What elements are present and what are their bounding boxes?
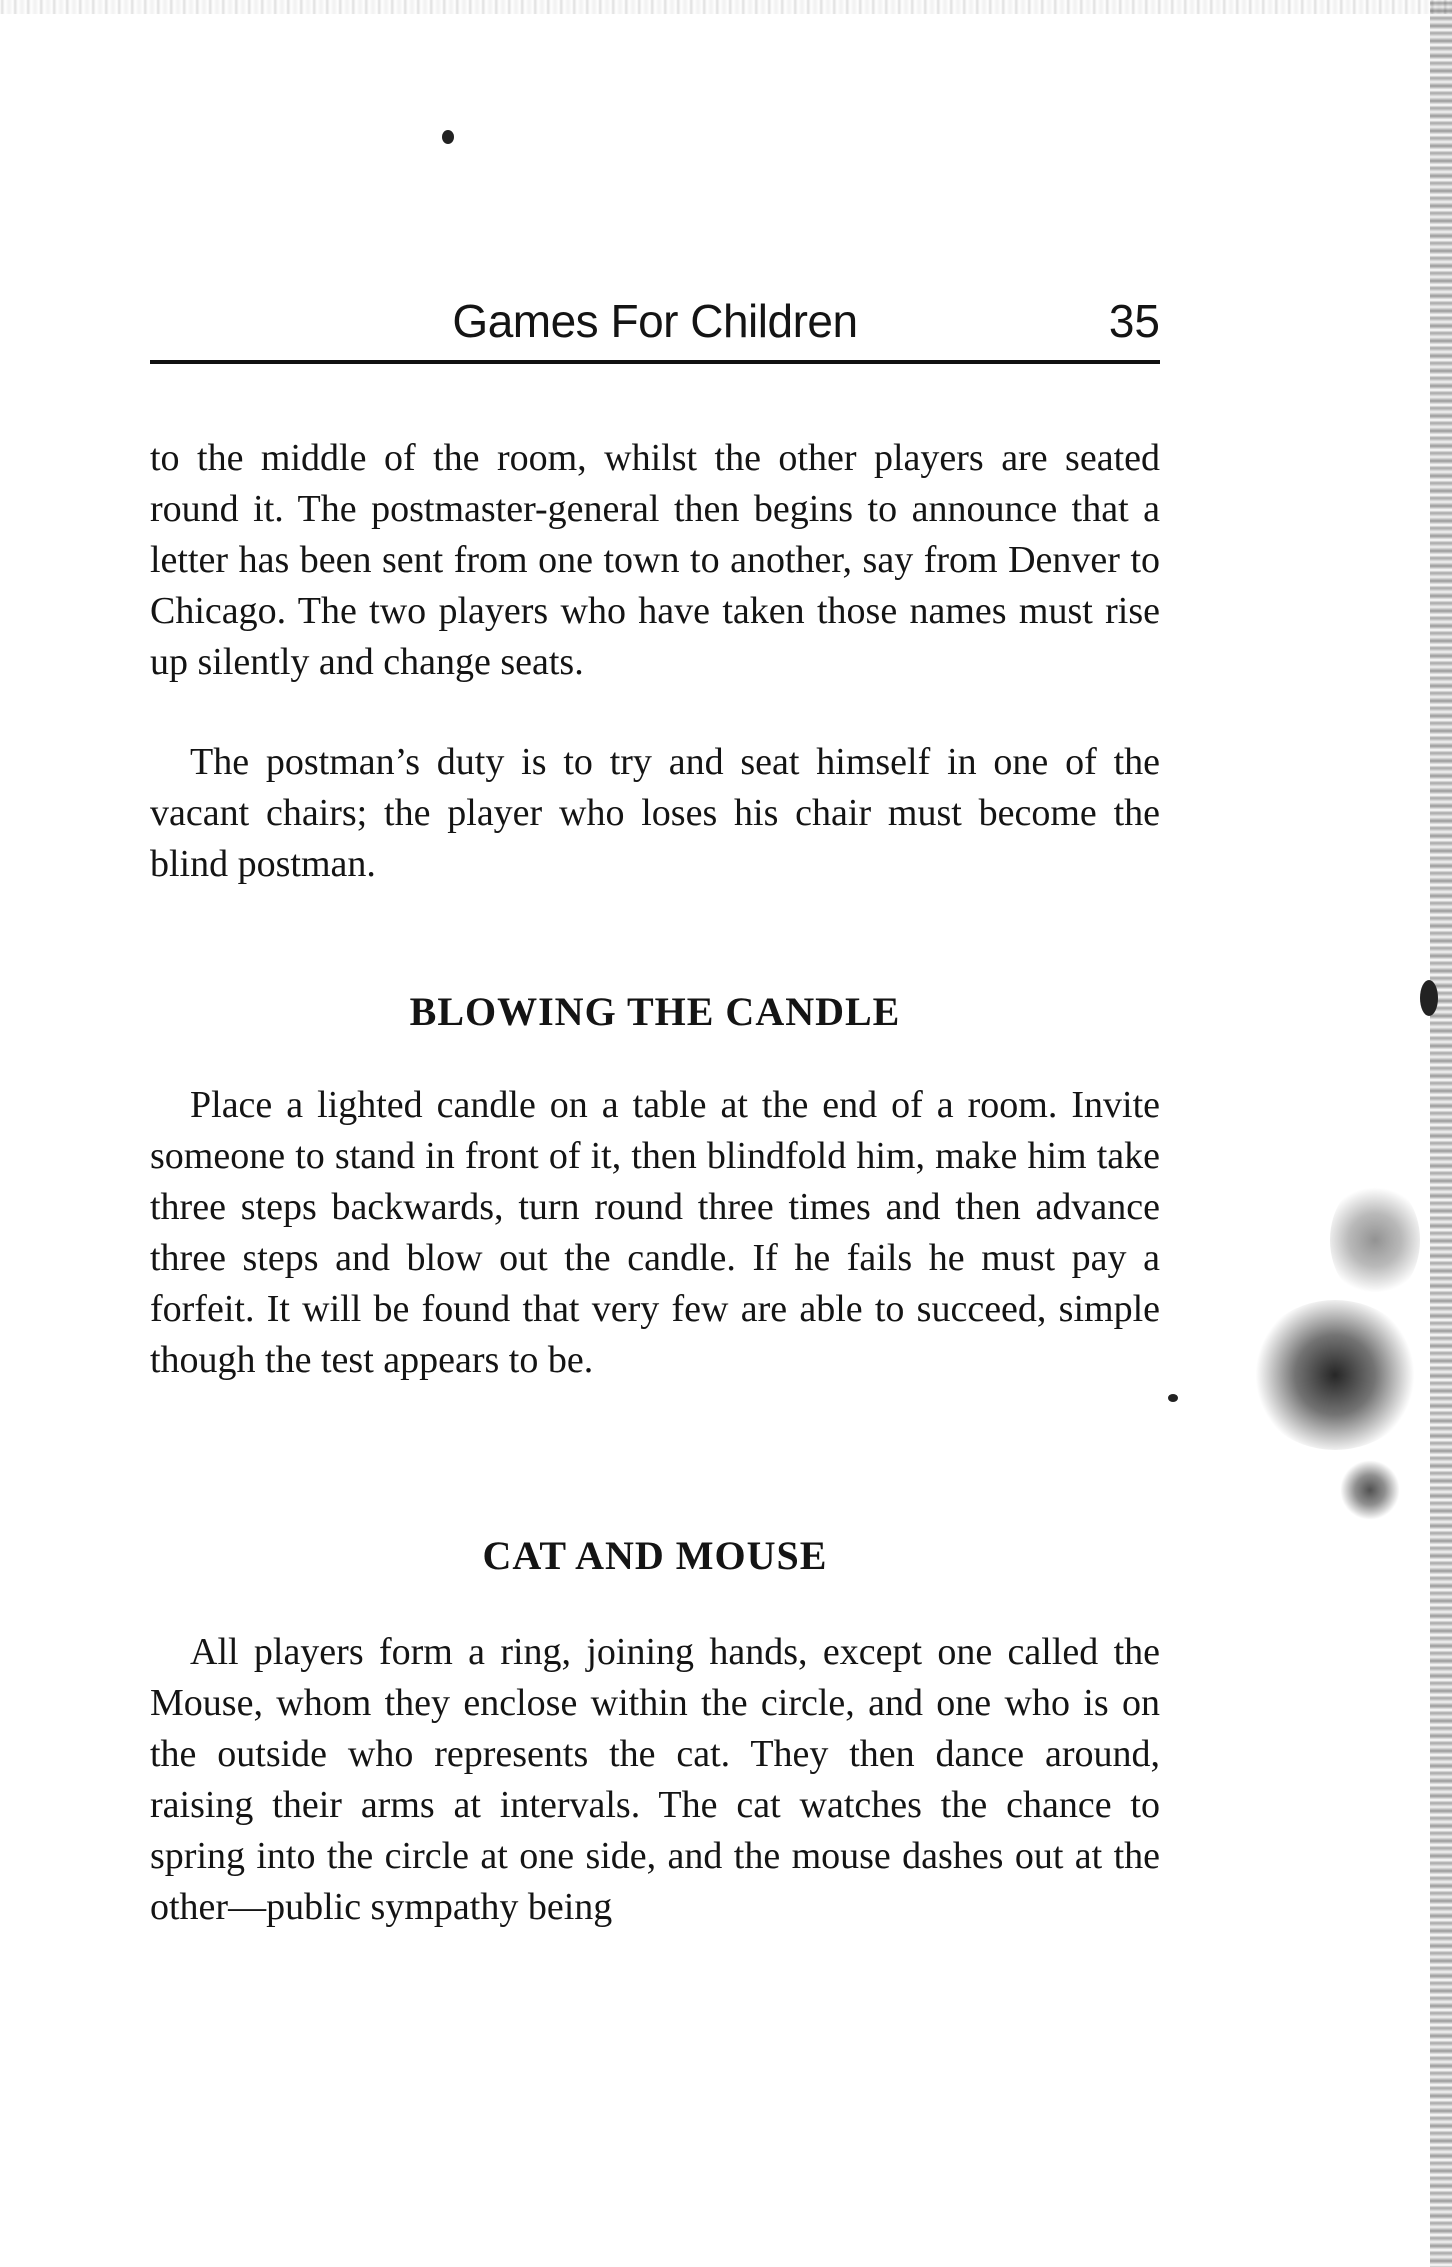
page-number: 35 [1108,295,1160,347]
paragraph-cat-and-mouse: All players form a ring, joining hands, except one called the Mouse, whom they enclose within the circle, and one who is on the outside who represents the cat. They then dance around, raising their arms at intervals. The cat watches the chance to spring into the circle at one side, and the mouse dashes out at the other—public sympathy being [150,1631,1160,1928]
ink-smudge [1340,1460,1400,1520]
paragraph-postman-duty: The postman’s duty is to try and seat himself in one of the vacant chairs; the player who loses his chair must become the blind postman. [150,741,1160,885]
ink-smudge [1330,1180,1420,1300]
section-heading-cat-and-mouse: CAT AND MOUSE [482,1533,828,1578]
running-title: Games For Children [452,295,858,347]
ink-smudge [1250,1300,1420,1450]
ink-speck [442,130,454,144]
ink-speck [1168,1394,1178,1402]
section-heading-blowing-the-candle: BLOWING THE CANDLE [409,989,901,1034]
scan-edge-right [1430,0,1452,2267]
ink-speck [1420,980,1438,1016]
scan-edge-top [0,0,1452,14]
running-header [150,280,1160,364]
paragraph-blowing-the-candle: Place a lighted candle on a table at the end of a room. Invite someone to stand in front of it, then blindfold him, make him take three steps backwards, turn round three times and then advance three steps and blow out the candle. If he fails he must pay a forfeit. It will be found that very few are able to succeed, simple though the test appears to be. [150,1084,1160,1381]
paragraph-continued: to the middle of the room, whilst the other players are seated round it. The postmaster-general then begins to announce that a letter has been sent from one town to another, say from Denver to Chicago. The two players who have taken those names must rise up silently and change seats. [150,437,1160,683]
